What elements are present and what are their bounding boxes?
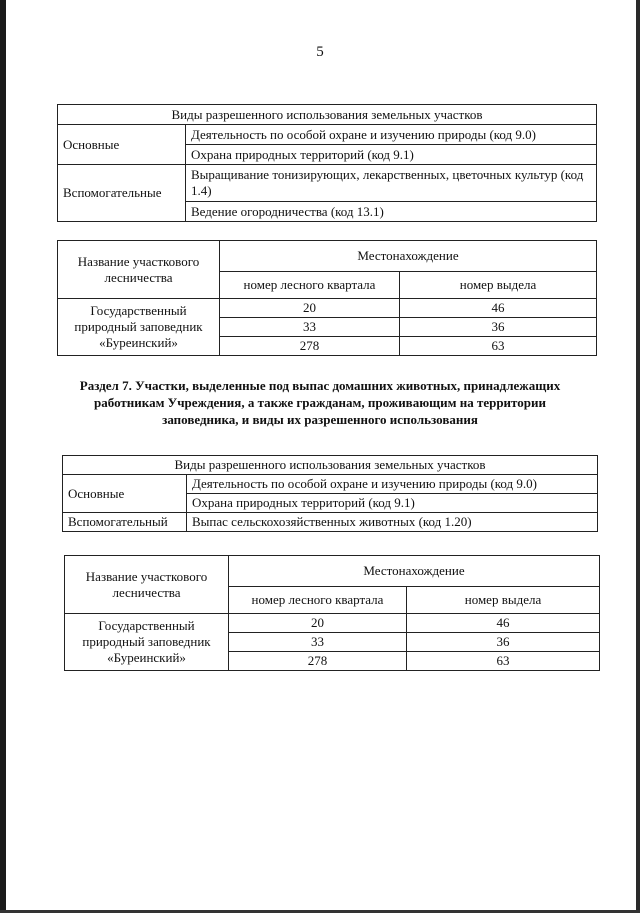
allotment-number: 36: [400, 318, 597, 337]
allotment-number-header: номер выдела: [400, 272, 597, 299]
use-item: Деятельность по особой охране и изучению природы (код 9.0): [187, 475, 598, 494]
quarter-number: 33: [229, 633, 407, 652]
allotment-number: 63: [407, 652, 600, 671]
use-item: Охрана природных территорий (код 9.1): [186, 145, 597, 165]
land-use-table-2: [62, 455, 598, 532]
quarter-number: 278: [220, 337, 400, 356]
forestry-name-header: Название участкового лесничества: [65, 556, 229, 614]
quarter-number: 20: [220, 299, 400, 318]
category-main: Основные: [58, 125, 186, 165]
category-main: Основные: [63, 475, 187, 513]
allotment-number-header: номер выдела: [407, 587, 600, 614]
use-item: Выпас сельскохозяйственных животных (код 1.20): [187, 513, 598, 532]
scan-edge-right: [636, 0, 640, 913]
quarter-number: 33: [220, 318, 400, 337]
table-header: Виды разрешенного использования земельных участков: [58, 105, 597, 125]
allotment-number: 63: [400, 337, 597, 356]
quarter-number: 20: [229, 614, 407, 633]
location-header: Местонахождение: [229, 556, 600, 587]
table-header: Виды разрешенного использования земельных участков: [63, 456, 598, 475]
category-auxiliary: Вспомогательные: [58, 165, 186, 222]
allotment-number: 46: [407, 614, 600, 633]
allotment-number: 36: [407, 633, 600, 652]
allotment-number: 46: [400, 299, 597, 318]
location-table-2: [64, 555, 600, 671]
category-auxiliary: Вспомогательный: [63, 513, 187, 532]
land-use-table-1: [57, 104, 597, 222]
use-item: Охрана природных территорий (код 9.1): [187, 494, 598, 513]
use-item: Деятельность по особой охране и изучению природы (код 9.0): [186, 125, 597, 145]
page-number: 5: [316, 44, 324, 60]
quarter-number-header: номер лесного квартала: [220, 272, 400, 299]
quarter-number-header: номер лесного квартала: [229, 587, 407, 614]
scan-edge-left: [0, 0, 6, 913]
use-item: Выращивание тонизирующих, лекарственных, цветочных культур (код 1.4): [186, 165, 597, 202]
use-item: Ведение огородничества (код 13.1): [186, 202, 597, 222]
location-table-1: [57, 240, 597, 356]
forestry-name-header: Название участкового лесничества: [58, 241, 220, 299]
section-7-title: Раздел 7. Участки, выделенные под выпас домашних животных, принадлежащих работникам Учреждения, а также гражданам, проживающим на территории заповедника, и виды их разрешенного использования: [79, 378, 561, 427]
forestry-name: Государственный природный заповедник «Буреинский»: [58, 299, 220, 356]
location-header: Местонахождение: [220, 241, 597, 272]
forestry-name: Государственный природный заповедник «Буреинский»: [65, 614, 229, 671]
quarter-number: 278: [229, 652, 407, 671]
